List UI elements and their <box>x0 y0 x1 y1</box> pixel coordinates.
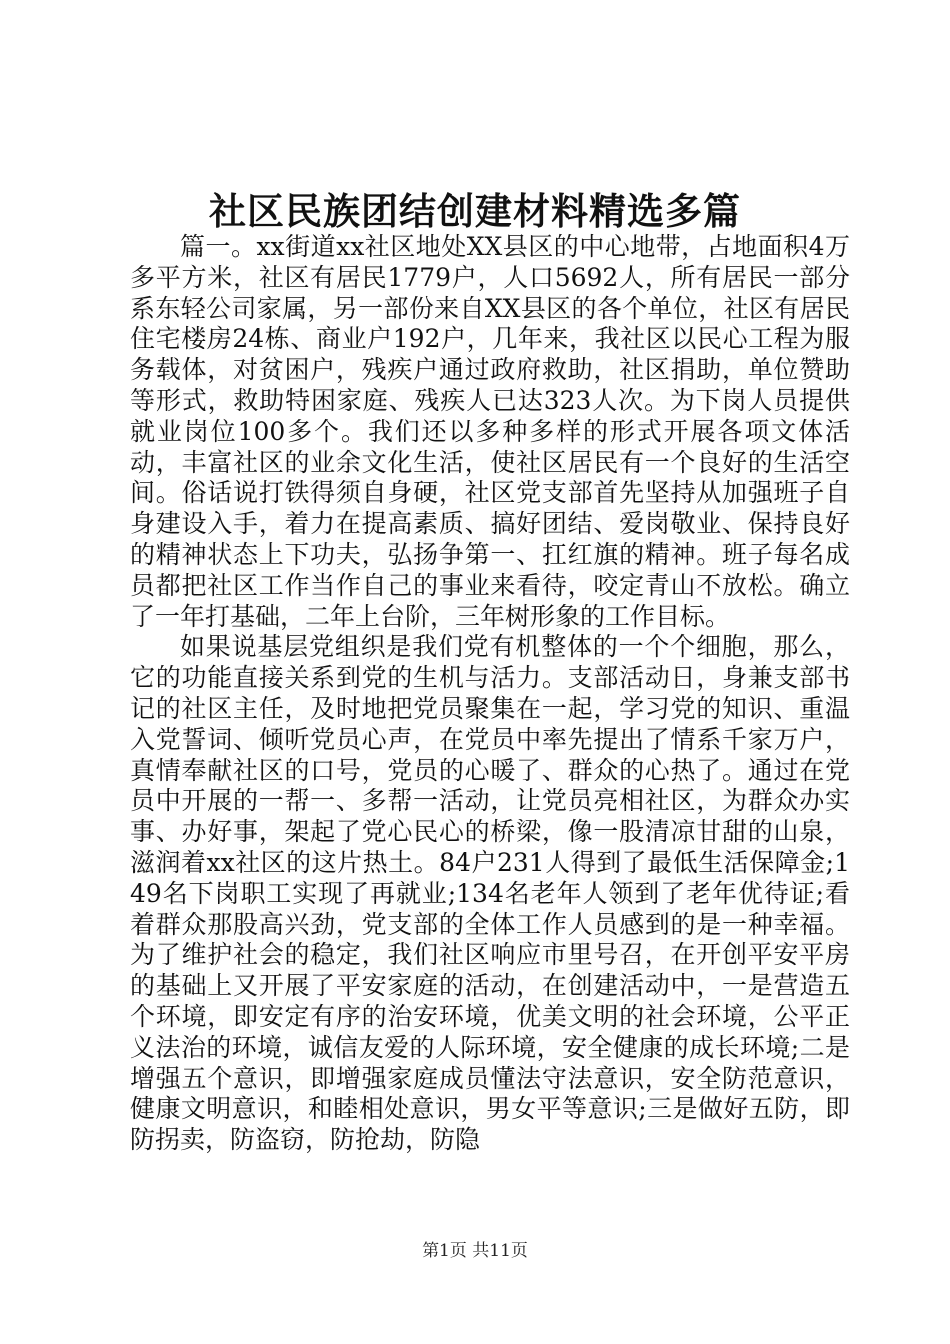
document-title: 社区民族团结创建材料精选多篇 <box>209 189 741 233</box>
paragraph-1: 篇一。xx街道xx社区地处XX县区的中心地带，占地面积4万多平方米，社区有居民1779户，人口5692人，所有居民一部分系东轻公司家属，另一部份来自XX县区的各个单位，社区有居民住宅楼房24栋、商业户192户，几年来，我社区以民心工程为服务载体，对贫困户，残疾户通过政府救助，社区捐助，单位赞助等形式，救助特困家庭、残疾人已达323人次。为下岗人员提供就业岗位100多个。我们还以多种多样的形式开展各项文体活动，丰富社区的业余文化生活，使社区居民有一个良好的生活空间。俗话说打铁得须自身硬，社区党支部首先坚持从加强班子自身建设入手，着力在提高素质、搞好团结、爱岗敬业、保持良好的精神状态上下功夫，弘扬争第一、扛红旗的精神。班子每名成员都把社区工作当作自己的事业来看待，咬定青山不放松。确立了一年打基础，二年上台阶，三年树形象的工作目标。 <box>130 232 850 631</box>
document-body <box>130 232 850 1156</box>
page-footer: 第1页 共11页 <box>422 1241 528 1261</box>
paragraph-2: 如果说基层党组织是我们党有机整体的一个个细胞，那么，它的功能直接关系到党的生机与活力。支部活动日，身兼支部书记的社区主任，及时地把党员聚集在一起，学习党的知识、重温入党誓词、倾听党员心声，在党员中率先提出了情系千家万户，真情奉献社区的口号，党员的心暖了、群众的心热了。通过在党员中开展的一帮一、多帮一活动，让党员亮相社区，为群众办实事、办好事，架起了党心民心的桥梁，像一股清凉甘甜的山泉，滋润着xx社区的这片热土。84户231人得到了最低生活保障金;149名下岗职工实现了再就业;134名老年人领到了老年优待证;看着群众那股高兴劲，党支部的全体工作人员感到的是一种幸福。为了维护社会的稳定，我们社区响应市里号召，在开创平安平房的基础上又开展了平安家庭的活动，在创建活动中，一是营造五个环境，即安定有序的治安环境，优美文明的社会环境，公平正义法治的环境，诚信友爱的人际环境，安全健康的成长环境;二是增强五个意识，即增强家庭成员懂法守法意识，安全防范意识，健康文明意识，和睦相处意识，男女平等意识;三是做好五防，即防拐卖，防盗窃，防抢劫，防隐 <box>130 632 850 1155</box>
